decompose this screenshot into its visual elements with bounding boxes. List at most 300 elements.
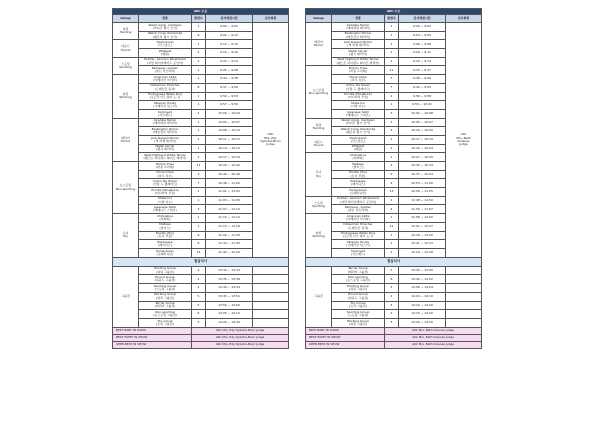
end-time: 10:29 xyxy=(424,154,433,159)
entry-count: 5 xyxy=(192,292,206,301)
breed-name: Pomeranian (포메라니안) xyxy=(332,188,385,197)
end-time: 9:40 xyxy=(424,76,431,81)
breed-name: Maltese (말티즈) xyxy=(139,222,192,231)
final-name: Non-sporting (논스포팅 그룹전) xyxy=(332,275,385,284)
group-final-row xyxy=(113,318,289,327)
final-name: Sporting Group (스포팅 그룹전) xyxy=(332,310,385,319)
time-separator: ~ xyxy=(419,163,425,168)
entry-count: 1 xyxy=(192,144,206,153)
time-separator: ~ xyxy=(226,294,232,299)
time-separator: ~ xyxy=(226,320,232,325)
end-time: 11:06 xyxy=(231,197,240,202)
time-separator: ~ xyxy=(419,154,425,159)
start-time: 10:05 xyxy=(411,119,420,124)
time-separator: ~ xyxy=(226,232,232,237)
end-time: 9:50 xyxy=(231,85,238,90)
time-range xyxy=(399,170,446,179)
entry-count: 2 xyxy=(192,49,206,58)
group-final-row xyxy=(113,292,289,301)
lunch-break-label: 점심식사 xyxy=(306,257,482,266)
entry-count: 2 xyxy=(385,248,399,257)
time-range xyxy=(206,231,253,240)
end-time: 9:13 xyxy=(231,32,238,37)
end-time: 10:20 xyxy=(424,128,433,133)
start-time: 11:58 xyxy=(411,215,420,220)
time-range xyxy=(206,292,253,301)
time-separator: ~ xyxy=(419,137,425,142)
final-name: Terrier Group (테리어 그룹전) xyxy=(139,301,192,310)
breed-name: Siberian Husky (시베리안 허스키) xyxy=(139,101,192,110)
end-time: 10:07 xyxy=(231,119,240,124)
time-separator: ~ xyxy=(226,76,232,81)
breed-name: Portuguese Water Dog (포르투기즈 워터 도그) xyxy=(139,92,192,101)
time-range xyxy=(399,40,446,49)
best-in-show-row xyxy=(113,327,289,334)
time-separator: ~ xyxy=(226,119,232,124)
breed-name: Siberian Husky (시베리안 허스키) xyxy=(332,240,385,249)
start-time: 9:13 xyxy=(220,41,227,46)
end-time: 9:37 xyxy=(424,67,431,72)
end-time: 9:14 xyxy=(424,58,431,63)
start-time: 9:00 xyxy=(220,24,227,29)
start-time: 12:18 xyxy=(411,232,420,237)
time-range xyxy=(399,109,446,118)
entry-count: 11 xyxy=(385,66,399,75)
entry-count: 1 xyxy=(385,135,399,144)
end-time: 10:04 xyxy=(231,111,240,116)
breed-name: Chow Chow (차우 차우) xyxy=(332,75,385,84)
time-separator: ~ xyxy=(226,206,232,211)
start-time: 10:37 xyxy=(411,171,420,176)
end-time: 12:00 xyxy=(424,215,433,220)
time-range xyxy=(399,275,446,284)
time-range xyxy=(399,214,446,223)
time-separator: ~ xyxy=(419,232,425,237)
entry-count: 2 xyxy=(192,266,206,275)
empty-cell xyxy=(446,310,482,319)
entry-count: 1 xyxy=(192,23,206,32)
time-range xyxy=(399,101,446,110)
time-range xyxy=(399,31,446,40)
time-range xyxy=(206,214,253,223)
lunch-break-label: 점심식사 xyxy=(113,257,289,266)
start-time: 10:02 xyxy=(411,111,420,116)
end-time: 14:04 xyxy=(424,285,433,290)
end-time: 13:40 xyxy=(424,267,433,272)
entry-count: 6 xyxy=(385,275,399,284)
group-final-row xyxy=(306,310,482,319)
entry-count: 3 xyxy=(192,205,206,214)
time-separator: ~ xyxy=(419,111,425,116)
start-time: 10:11 xyxy=(218,137,227,142)
time-separator: ~ xyxy=(226,267,232,272)
final-name: Sporting Group (스포팅 그룹전) xyxy=(139,284,192,293)
entry-count: 1 xyxy=(385,196,399,205)
best-in-show-row xyxy=(306,327,482,334)
time-range xyxy=(206,240,253,249)
start-time: 9:56 xyxy=(413,93,420,98)
time-range xyxy=(399,23,446,32)
entry-count: 2 xyxy=(192,284,206,293)
end-time: 14:00 xyxy=(231,302,240,307)
end-time: 12:23 xyxy=(424,241,433,246)
start-time: 11:07 xyxy=(218,206,227,211)
time-separator: ~ xyxy=(418,102,424,107)
start-time: 9:59 xyxy=(412,102,419,107)
time-separator: ~ xyxy=(419,267,425,272)
end-time: 9:38 xyxy=(231,76,238,81)
end-time: 9:24 xyxy=(231,58,238,63)
time-separator: ~ xyxy=(419,250,425,255)
empty-cell xyxy=(253,275,289,284)
start-time: 10:40 xyxy=(218,171,227,176)
time-range xyxy=(206,266,253,275)
group-name: 스포팅 Sporting xyxy=(113,57,139,74)
group-name: 허딩 Herding xyxy=(113,23,139,40)
table-row xyxy=(113,23,289,32)
entry-count: 13 xyxy=(192,248,206,257)
breed-name: West Highland White Terrier (웨스트 하이랜드 화이트 테리어) xyxy=(332,57,385,66)
start-time: 11:50 xyxy=(411,206,420,211)
best-in-show-label: OPEN BEST IN SHOW xyxy=(306,341,385,348)
time-separator: ~ xyxy=(419,206,425,211)
lunch-break-row xyxy=(306,257,482,266)
end-time: 12:20 xyxy=(424,232,433,237)
header-row xyxy=(306,15,482,23)
time-separator: ~ xyxy=(226,285,232,290)
time-range xyxy=(206,101,253,110)
time-separator: ~ xyxy=(419,224,425,229)
breed-name: Pomeranian (포메라니안) xyxy=(139,248,192,257)
time-separator: ~ xyxy=(419,50,425,55)
column-header: 심사위원 xyxy=(253,15,289,23)
end-time: 9:02 xyxy=(424,24,431,29)
time-separator: ~ xyxy=(226,50,232,55)
start-time: 9:02 xyxy=(220,32,227,37)
start-time: 10:20 xyxy=(411,145,420,150)
entry-count: 6 xyxy=(192,310,206,319)
time-range xyxy=(206,310,253,319)
time-range xyxy=(399,66,446,75)
time-range xyxy=(206,135,253,144)
start-time: 11:10 xyxy=(218,215,227,220)
time-range xyxy=(399,83,446,92)
time-range xyxy=(399,188,446,197)
column-header: 심사예정시간 xyxy=(399,15,446,23)
time-range xyxy=(206,318,253,327)
best-in-show-label: BEST BABY IN SHOW xyxy=(113,327,192,334)
breed-name: Portuguese Water Dog (포르투기즈 워터 도그) xyxy=(332,231,385,240)
end-time: 11:10 xyxy=(231,206,240,211)
time-separator: ~ xyxy=(419,32,425,37)
entry-count: 1 xyxy=(192,66,206,75)
best-in-show-label: BEST PUPPY IN SHOW xyxy=(113,334,192,341)
judge-name: AKC Mrs. Beth Downes Judge xyxy=(446,23,482,258)
breed-name: Pekingese (페키니즈) xyxy=(139,240,192,249)
empty-cell xyxy=(253,318,289,327)
time-range xyxy=(206,75,253,84)
start-time: 10:16 xyxy=(411,128,420,133)
time-range xyxy=(206,83,253,92)
final-name: Hound Group (하운드 그룹전) xyxy=(139,275,192,284)
time-range xyxy=(206,284,253,293)
end-time: 11:00 xyxy=(231,180,240,185)
time-separator: ~ xyxy=(226,171,232,176)
entry-count: 1 xyxy=(192,40,206,49)
entry-count: 1 xyxy=(192,188,206,197)
entry-count: 1 xyxy=(385,23,399,32)
column-header: Group xyxy=(306,15,332,23)
time-range xyxy=(206,222,253,231)
breed-name: Welsh Corgi, Cardigan (카디건 웰시 코기) xyxy=(332,118,385,127)
end-time: 9:59 xyxy=(231,102,238,107)
entry-count: 1 xyxy=(192,101,206,110)
entry-count: 3 xyxy=(192,170,206,179)
entry-count: 8 xyxy=(192,83,206,92)
group-final-label: 그룹전 xyxy=(306,266,332,327)
final-name: Hound Group (하운드 그룹전) xyxy=(332,292,385,301)
end-time: 9:55 xyxy=(424,85,431,90)
time-separator: ~ xyxy=(419,67,425,72)
entry-count: 7 xyxy=(385,83,399,92)
end-time: 10:19 xyxy=(424,137,433,142)
time-separator: ~ xyxy=(419,180,425,185)
breed-name: Retriever, Golden (골든 리트리버) xyxy=(332,205,385,214)
start-time: 9:25 xyxy=(220,67,227,72)
start-time: 10:30 xyxy=(411,163,420,168)
breed-name: West Highland White Terrier (웨스트 하이랜드 화이트 테리어) xyxy=(139,153,192,162)
time-range xyxy=(206,301,253,310)
time-separator: ~ xyxy=(226,250,232,255)
end-time: 14:20 xyxy=(424,311,433,316)
end-time: 11:30 xyxy=(231,232,240,237)
breed-name: Welsh Corgi, Pembroke (펨브록 웰시 코기) xyxy=(139,31,192,40)
time-separator: ~ xyxy=(226,111,232,116)
final-name: Herding Group (허딩 그룹전) xyxy=(139,266,192,275)
entry-count: 13 xyxy=(385,188,399,197)
time-separator: ~ xyxy=(226,180,232,185)
lunch-break-row xyxy=(113,257,289,266)
time-range xyxy=(399,248,446,257)
time-separator: ~ xyxy=(419,276,425,281)
time-range xyxy=(206,23,253,32)
column-header: 심사위원 xyxy=(446,15,482,23)
entry-count: 4 xyxy=(385,127,399,136)
start-time: 13:30 xyxy=(411,267,420,272)
right-ring-schedule-table xyxy=(305,8,482,349)
column-header: 견종 xyxy=(139,15,192,23)
start-time: 13:50 xyxy=(218,302,227,307)
end-time: 10:07 xyxy=(424,119,433,124)
empty-cell xyxy=(253,284,289,293)
end-time: 12:28 xyxy=(424,250,433,255)
entry-count: 5 xyxy=(385,318,399,327)
empty-cell xyxy=(253,301,289,310)
time-range xyxy=(206,118,253,127)
group-name: 논스포팅 Non-sporting xyxy=(113,162,139,214)
end-time: 10:19 xyxy=(231,154,240,159)
best-in-show-judge: AKC Mrs. Beth Downes Judge xyxy=(385,327,482,334)
start-time: 14:10 xyxy=(411,302,420,307)
time-separator: ~ xyxy=(419,24,425,29)
best-in-show-label: BEST BABY IN SHOW xyxy=(306,327,385,334)
time-range xyxy=(399,240,446,249)
entry-count: 1 xyxy=(192,127,206,136)
judge-name: AKC Mrs. Edy Dykstra-Blum Judge xyxy=(253,23,289,258)
time-range xyxy=(399,135,446,144)
entry-count: 2 xyxy=(385,144,399,153)
time-range xyxy=(206,170,253,179)
breed-name: Airedale Terrier (에어데일 테리어) xyxy=(139,118,192,127)
entry-count: 4 xyxy=(385,205,399,214)
end-time: 11:03 xyxy=(231,189,240,194)
final-name: Working Group (워킹 그룹전) xyxy=(332,318,385,327)
time-range xyxy=(399,205,446,214)
table-row xyxy=(306,23,482,32)
group-final-row xyxy=(113,275,289,284)
best-in-show-row xyxy=(113,341,289,348)
end-time: 14:30 xyxy=(231,320,240,325)
column-header: Group xyxy=(113,15,139,23)
time-separator: ~ xyxy=(226,311,232,316)
start-time: 10:17 xyxy=(218,154,227,159)
time-range xyxy=(206,196,253,205)
start-time: 9:50 xyxy=(220,93,227,98)
entry-count: 1 xyxy=(192,118,206,127)
time-separator: ~ xyxy=(226,102,232,107)
time-range xyxy=(399,144,446,153)
end-time: 10:34 xyxy=(424,163,433,168)
final-name: Toy Group (토이 그룹전) xyxy=(139,318,192,327)
breed-name: Welsh terrier (웰시 테리어) xyxy=(332,49,385,58)
breed-name: Jack Russell Terrier (잭 러셀 테리어) xyxy=(332,40,385,49)
breed-name: Shiba Inu (시바 이누) xyxy=(139,196,192,205)
breed-name: Bichon Frise (비숑 프리제) xyxy=(332,66,385,75)
start-time: 9:00 xyxy=(413,24,420,29)
start-time: 12:01 xyxy=(411,224,420,229)
time-range xyxy=(399,231,446,240)
entry-count: 1 xyxy=(385,40,399,49)
start-time: 13:40 xyxy=(218,285,227,290)
entry-count: 1 xyxy=(385,31,399,40)
breed-name: Chihuahua (치와와) xyxy=(332,153,385,162)
entry-count: 1 xyxy=(385,231,399,240)
time-separator: ~ xyxy=(226,276,232,281)
breed-name: Poodle (Toy) (토이 푸들) xyxy=(332,170,385,179)
start-time: 10:00 xyxy=(218,111,227,116)
end-time: 11:45 xyxy=(231,241,240,246)
start-time: 14:05 xyxy=(218,311,227,316)
best-in-show-judge: AKC Mrs. Edy Dykstra-Blum Judge xyxy=(192,341,289,348)
start-time: 10:27 xyxy=(411,154,420,159)
final-name: Working Group (워킹 그룹전) xyxy=(139,292,192,301)
group-final-row xyxy=(113,310,289,319)
time-range xyxy=(399,92,446,101)
entry-count: 9 xyxy=(385,170,399,179)
entry-count: 2 xyxy=(192,275,206,284)
time-range xyxy=(399,196,446,205)
time-range xyxy=(206,162,253,171)
breed-name: Welsh Corgi, Cardigan (카디건 웰시 코기) xyxy=(139,23,192,32)
time-range xyxy=(206,66,253,75)
time-separator: ~ xyxy=(419,93,425,98)
entry-count: 9 xyxy=(192,231,206,240)
start-time: 13:35 xyxy=(218,276,227,281)
empty-cell xyxy=(446,301,482,310)
end-time: 10:08 xyxy=(424,111,433,116)
breed-name: Poodle (Miniature) (미니어처 푸들) xyxy=(139,188,192,197)
group-name: 테리어 Terrier xyxy=(306,23,332,66)
start-time: 9:40 xyxy=(413,85,420,90)
entry-count: 5 xyxy=(385,301,399,310)
end-time: 10:13 xyxy=(231,137,240,142)
group-name: 논스포팅 Non-sporting xyxy=(306,66,332,118)
start-time: 10:17 xyxy=(411,137,420,142)
group-final-row xyxy=(306,284,482,293)
breed-name: Whippet (휘핏) xyxy=(139,49,192,58)
time-range xyxy=(206,179,253,188)
entry-count: 2 xyxy=(385,292,399,301)
entry-count: 3 xyxy=(385,109,399,118)
entry-count: 1 xyxy=(385,57,399,66)
entry-count: 1 xyxy=(385,101,399,110)
end-time: 12:27 xyxy=(424,224,433,229)
ring-title: AKC 수요 xyxy=(113,9,289,15)
time-range xyxy=(399,222,446,231)
entry-count: 1 xyxy=(192,92,206,101)
time-range xyxy=(206,57,253,66)
start-time: 10:59 xyxy=(411,189,420,194)
breed-name: Bedlington Terrier (베들링턴 테리어) xyxy=(139,127,192,136)
entry-count: 5 xyxy=(385,266,399,275)
group-name: 워킹 Working xyxy=(306,214,332,257)
time-separator: ~ xyxy=(226,189,232,194)
group-final-row xyxy=(306,266,482,275)
time-separator: ~ xyxy=(419,311,425,316)
entry-count: 1 xyxy=(192,222,206,231)
entry-count: 2 xyxy=(192,109,206,118)
end-time: 9:58 xyxy=(424,93,431,98)
header-row xyxy=(113,15,289,23)
time-range xyxy=(399,153,446,162)
time-separator: ~ xyxy=(226,137,232,142)
time-range xyxy=(206,153,253,162)
group-name: 하운드 Hound xyxy=(113,40,139,57)
start-time: 10:46 xyxy=(218,180,227,185)
empty-cell xyxy=(253,266,289,275)
entry-count: 5 xyxy=(192,318,206,327)
time-range xyxy=(399,75,446,84)
entry-count: 4 xyxy=(385,179,399,188)
time-range xyxy=(206,109,253,118)
time-separator: ~ xyxy=(419,241,425,246)
breed-name: Pointer, German Wirehaired (저먼 와이어헤어드 포인터) xyxy=(139,57,192,66)
time-separator: ~ xyxy=(419,197,425,202)
time-separator: ~ xyxy=(419,58,425,63)
best-in-show-label: BEST PUPPY IN SHOW xyxy=(306,334,385,341)
breed-name: Bichon Frise (비숑 프리제) xyxy=(139,162,192,171)
best-in-show-judge: AKC Mrs. Beth Downes Judge xyxy=(385,341,482,348)
end-time: 9:15 xyxy=(231,41,238,46)
breed-name: Retriever, Golden (골든 리트리버) xyxy=(139,66,192,75)
time-separator: ~ xyxy=(419,320,425,325)
time-separator: ~ xyxy=(226,241,232,246)
end-time: 10:15 xyxy=(231,145,240,150)
group-final-row xyxy=(306,292,482,301)
group-name: 토이 Toy xyxy=(113,214,139,257)
end-time: 10:24 xyxy=(424,145,433,150)
start-time: 14:04 xyxy=(411,294,420,299)
